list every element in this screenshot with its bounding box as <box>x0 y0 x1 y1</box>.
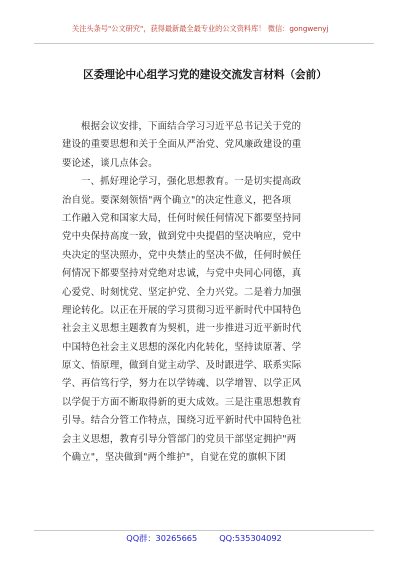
body-line: 工作融入党和国家大局，任何时候任何情况下都要坚持同 <box>62 212 302 224</box>
body-line: 理论转化。以正在开展的学习贯彻习近平新时代中国特色 <box>62 304 302 316</box>
document-title: 区委理论中心组学习党的建设交流发言材料（会前） <box>83 69 327 81</box>
body-line: 原文、悟原理，做到自觉主动学、及时跟进学、联系实际 <box>62 360 302 372</box>
footer-qq-group: QQ群：30265665 <box>126 533 198 543</box>
body-line: 根据会议安排，下面结合学习习近平总书记关于党的 <box>81 121 302 132</box>
body-line: 会主义思想，教育引导分管部门的党员干部坚定拥护"两 <box>62 433 297 445</box>
header-promo-note: 关注头条号"公文研究"，获得最新最全最专业的公文资料库！ 微信：gongwenyj <box>72 24 329 33</box>
body-line: 心爱党、时刻忧党、坚定护党、全力兴党。二是着力加强 <box>62 286 302 298</box>
body-line: 央决定的坚决照办，党中央禁止的坚决不做，任何时候任 <box>62 249 302 261</box>
footer-qq-number: QQ:535304092 <box>219 533 282 543</box>
body-line: 社会主义思想主题教育为契机，进一步推进习近平新时代 <box>62 323 302 335</box>
body-line: 以学促于方面不断取得新的更大成效。三是注重思想教育 <box>62 396 302 408</box>
footer-contact <box>0 532 408 544</box>
body-line: 引导。结合分管工作特点，围绕习近平新时代中国特色社 <box>62 415 302 427</box>
body-line: 建设的重要思想和关于全面从严治党、党风廉政建设的重 <box>62 139 302 151</box>
body-line: 个确立"，坚决做到"两个维护"，自觉在党的旗帜下团 <box>62 452 287 464</box>
footer-divider <box>34 530 374 531</box>
body-line: 学、再信笃行学，努力在以学铸魂、以学增智、以学正风 <box>62 378 302 390</box>
header-divider <box>34 43 374 44</box>
body-line: 党中央保持高度一致，做到党中央提倡的坚决响应，党中 <box>62 231 302 243</box>
body-line: 中国特色社会主义思想的深化内化转化，坚持读原著、学 <box>62 341 302 353</box>
body-line: 何情况下都要坚持对党绝对忠诚，与党中央同心同德，真 <box>62 268 302 280</box>
body-line: 一、抓好理论学习，强化思想教育。一是切实提高政 <box>81 176 302 188</box>
body-line: 要论述，谈几点体会。 <box>62 157 158 169</box>
body-line: 治自觉。要深刻领悟"两个确立"的决定性意义，把各项 <box>62 194 292 206</box>
document-body <box>62 118 350 467</box>
